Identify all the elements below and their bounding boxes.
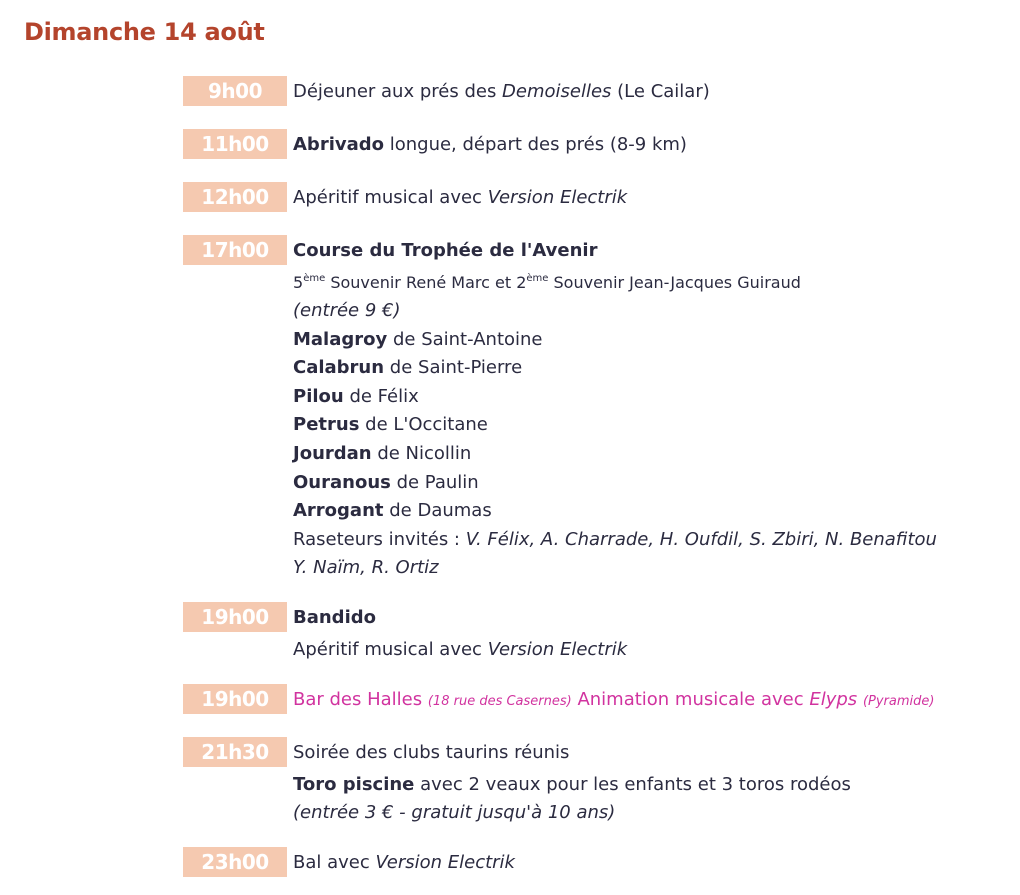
bull-herd: de Félix — [343, 386, 419, 407]
event-description — [293, 774, 851, 796]
bull-name: Ouranous — [293, 472, 391, 493]
event-description — [293, 639, 627, 661]
time-badge: 21h30 — [183, 737, 287, 767]
event-description: Soirée des clubs taurins réunis — [293, 742, 570, 763]
bull-entry — [293, 472, 479, 494]
event-text: avec 2 veaux pour les enfants et 3 toros rodéos — [414, 774, 851, 795]
bull-name: Calabrun — [293, 357, 385, 378]
bull-entry — [293, 357, 522, 379]
event-text: longue, départ des prés (8-9 km) — [384, 134, 687, 155]
raseteurs-names: Y. Naïm, R. Ortiz — [293, 557, 439, 578]
time-badge: 19h00 — [183, 684, 287, 714]
souvenir-sup: ème — [303, 273, 326, 284]
venue-name: Bar des Halles — [293, 689, 423, 710]
souvenir-sup: ème — [526, 273, 549, 284]
time-badge: 23h00 — [183, 847, 287, 877]
artist-name: Elyps — [809, 689, 858, 710]
event-title: Toro piscine — [293, 774, 415, 795]
event-place: Demoiselles — [502, 81, 612, 102]
event-title: Course du Trophée de l'Avenir — [293, 240, 598, 261]
bull-name: Malagroy — [293, 329, 388, 350]
day-title: Dimanche 14 août — [24, 18, 265, 46]
souvenir-line — [293, 272, 801, 294]
event-text: Apéritif musical avec — [293, 187, 488, 208]
event-text: Déjeuner aux prés des — [293, 81, 503, 102]
bull-herd: de Nicollin — [371, 443, 472, 464]
raseteurs-names: V. Félix, A. Charrade, H. Oufdil, S. Zbiri, N. Benafitou — [465, 529, 937, 550]
bull-name: Petrus — [293, 414, 360, 435]
event-text: (Le Cailar) — [611, 81, 710, 102]
bull-herd: de L'Occitane — [359, 414, 488, 435]
event-text: Animation musicale avec — [571, 689, 810, 710]
event-text: Bal avec — [293, 852, 376, 873]
bull-herd: de Saint-Pierre — [384, 357, 523, 378]
event-description — [293, 852, 515, 874]
bull-entry — [293, 414, 488, 436]
bull-name: Jourdan — [293, 443, 372, 464]
event-description — [293, 81, 710, 103]
bull-entry — [293, 443, 471, 465]
event-description — [293, 134, 687, 156]
event-description — [293, 187, 627, 209]
bull-entry — [293, 386, 419, 408]
band-name: Version Electrik — [487, 639, 628, 660]
time-badge: 9h00 — [183, 76, 287, 106]
raseteurs-label: Raseteurs invités : — [293, 529, 466, 550]
raseteurs-line — [293, 529, 937, 551]
event-text: Apéritif musical avec — [293, 639, 488, 660]
artist-note: (Pyramide) — [862, 694, 935, 709]
bull-herd: de Paulin — [390, 472, 479, 493]
bull-herd: de Saint-Antoine — [387, 329, 543, 350]
event-description-highlight — [293, 689, 934, 713]
souvenir-text: Souvenir Jean-Jacques Guiraud — [548, 273, 801, 292]
bull-entry — [293, 500, 492, 522]
venue-address: (18 rue des Casernes) — [427, 694, 572, 709]
time-badge: 19h00 — [183, 602, 287, 632]
bull-herd: de Daumas — [383, 500, 492, 521]
band-name: Version Electrik — [375, 852, 515, 873]
bull-name: Pilou — [293, 386, 344, 407]
souvenir-text: 5 — [293, 273, 304, 292]
time-badge: 11h00 — [183, 129, 287, 159]
event-title: Bandido — [293, 607, 376, 628]
band-name: Version Electrik — [487, 187, 628, 208]
event-title: Abrivado — [293, 134, 384, 155]
souvenir-text: Souvenir René Marc et 2 — [325, 273, 527, 292]
bull-entry — [293, 329, 543, 351]
time-badge: 12h00 — [183, 182, 287, 212]
bull-name: Arrogant — [293, 500, 384, 521]
entry-price: (entrée 3 € - gratuit jusqu'à 10 ans) — [293, 802, 616, 823]
time-badge: 17h00 — [183, 235, 287, 265]
entry-price: (entrée 9 €) — [293, 300, 401, 321]
